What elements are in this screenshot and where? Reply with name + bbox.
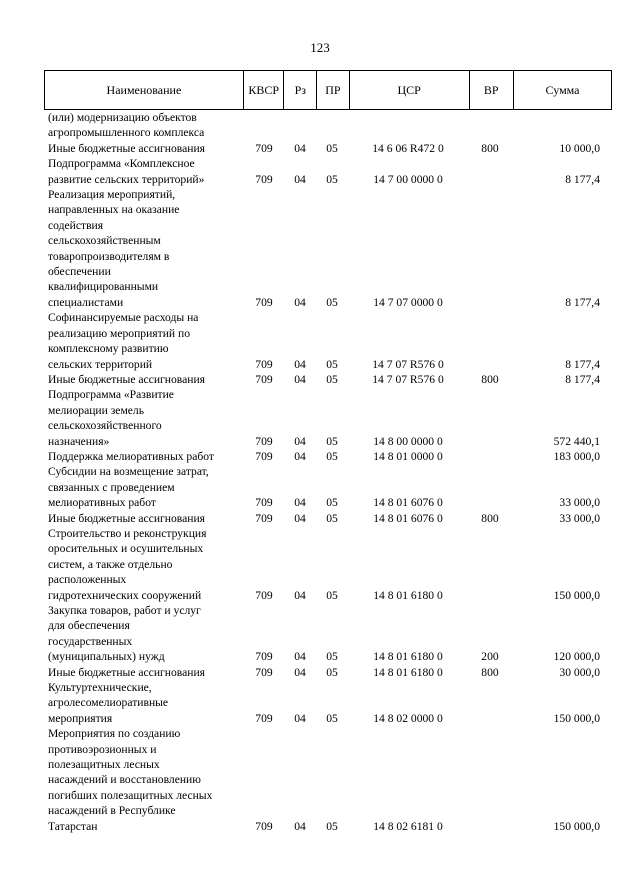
sum-cell bbox=[512, 665, 612, 680]
rz-cell bbox=[284, 310, 316, 372]
name-line: насаждений в Республике bbox=[48, 804, 176, 818]
name-line: комплексному развитию bbox=[48, 342, 169, 356]
vr-cell bbox=[468, 387, 512, 449]
sum-cell-value: 572 440,1 bbox=[553, 434, 600, 448]
sum-cell-value: 8 177,4 bbox=[565, 372, 600, 386]
csr-cell bbox=[348, 141, 468, 156]
name-line: сельскохозяйственным bbox=[48, 234, 161, 248]
name-line: Подпрограмма «Комплексное bbox=[48, 157, 195, 171]
name-line: мелиорации земель bbox=[48, 403, 145, 417]
kvsr-cell bbox=[244, 156, 284, 187]
rz-cell bbox=[284, 187, 316, 310]
table-row bbox=[44, 156, 612, 187]
kvsr-cell bbox=[244, 526, 284, 603]
pr-cell bbox=[316, 526, 348, 603]
csr-cell-value: 14 7 07 R576 0 bbox=[372, 357, 444, 371]
rz-cell bbox=[284, 603, 316, 665]
rz-cell bbox=[284, 680, 316, 726]
kvsr-cell-value: 709 bbox=[255, 357, 273, 371]
kvsr-cell bbox=[244, 511, 284, 526]
rz-cell bbox=[284, 110, 316, 141]
sum-cell bbox=[512, 726, 612, 834]
vr-cell bbox=[468, 310, 512, 372]
rz-cell-value: 04 bbox=[294, 511, 306, 525]
rz-cell-value: 04 bbox=[294, 496, 306, 510]
name-line: специалистами bbox=[48, 295, 124, 309]
table-row bbox=[44, 511, 612, 526]
pr-cell-value: 05 bbox=[326, 588, 338, 602]
name-line: Культуртехнические, bbox=[48, 681, 152, 695]
sum-cell bbox=[512, 511, 612, 526]
name-cell bbox=[44, 526, 244, 603]
name-cell bbox=[44, 449, 244, 464]
kvsr-cell bbox=[244, 372, 284, 387]
pr-cell-value: 05 bbox=[326, 665, 338, 679]
name-line: Подпрограмма «Развитие bbox=[48, 388, 174, 402]
csr-cell bbox=[348, 156, 468, 187]
name-cell bbox=[44, 665, 244, 680]
sum-cell-value: 30 000,0 bbox=[559, 665, 600, 679]
name-line: сельских территорий bbox=[48, 357, 153, 371]
pr-cell bbox=[316, 603, 348, 665]
csr-cell-value: 14 7 07 R576 0 bbox=[372, 372, 444, 386]
vr-cell bbox=[468, 449, 512, 464]
table-row bbox=[44, 464, 612, 510]
table-row bbox=[44, 187, 612, 310]
pr-cell-value: 05 bbox=[326, 141, 338, 155]
name-cell bbox=[44, 187, 244, 310]
name-line: связанных с проведением bbox=[48, 480, 175, 494]
csr-cell-value: 14 8 01 6180 0 bbox=[373, 650, 443, 664]
kvsr-cell bbox=[244, 141, 284, 156]
name-line: Софинансируемые расходы на bbox=[48, 311, 199, 325]
sum-cell-value: 33 000,0 bbox=[559, 496, 600, 510]
sum-cell-value: 150 000,0 bbox=[553, 819, 600, 833]
kvsr-cell bbox=[244, 187, 284, 310]
name-line: расположенных bbox=[48, 573, 127, 587]
vr-cell-value: 800 bbox=[481, 372, 499, 386]
name-line: насаждений и восстановлению bbox=[48, 773, 201, 787]
name-line: систем, а также отдельно bbox=[48, 557, 173, 571]
pr-cell bbox=[316, 449, 348, 464]
vr-cell bbox=[468, 156, 512, 187]
rz-cell-value: 04 bbox=[294, 434, 306, 448]
name-line: квалифицированными bbox=[48, 280, 159, 294]
vr-cell bbox=[468, 680, 512, 726]
vr-cell bbox=[468, 665, 512, 680]
vr-cell bbox=[468, 110, 512, 141]
name-line: Субсидии на возмещение затрат, bbox=[48, 465, 209, 479]
name-line: оросительных и осушительных bbox=[48, 542, 204, 556]
name-cell bbox=[44, 387, 244, 449]
pr-cell-value: 05 bbox=[326, 650, 338, 664]
name-line: Строительство и реконструкция bbox=[48, 526, 207, 540]
kvsr-cell bbox=[244, 449, 284, 464]
table-row bbox=[44, 372, 612, 387]
name-line: Реализация мероприятий, bbox=[48, 188, 176, 202]
header-csr: ЦСР bbox=[349, 71, 469, 109]
table-row bbox=[44, 603, 612, 665]
sum-cell-value: 10 000,0 bbox=[559, 141, 600, 155]
name-line: товаропроизводителям в bbox=[48, 249, 170, 263]
pr-cell-value: 05 bbox=[326, 449, 338, 463]
sum-cell-value: 120 000,0 bbox=[553, 650, 600, 664]
sum-cell-value: 150 000,0 bbox=[553, 588, 600, 602]
csr-cell bbox=[348, 603, 468, 665]
sum-cell bbox=[512, 141, 612, 156]
csr-cell bbox=[348, 665, 468, 680]
name-cell bbox=[44, 372, 244, 387]
vr-cell bbox=[468, 603, 512, 665]
rz-cell bbox=[284, 726, 316, 834]
name-cell bbox=[44, 511, 244, 526]
sum-cell-value: 8 177,4 bbox=[565, 357, 600, 371]
header-vr: ВР bbox=[469, 71, 514, 109]
vr-cell bbox=[468, 187, 512, 310]
kvsr-cell-value: 709 bbox=[255, 588, 273, 602]
name-cell bbox=[44, 156, 244, 187]
csr-cell bbox=[348, 187, 468, 310]
name-line: полезащитных лесных bbox=[48, 758, 160, 772]
rz-cell bbox=[284, 141, 316, 156]
csr-cell-value: 14 8 01 6180 0 bbox=[373, 588, 443, 602]
pr-cell bbox=[316, 141, 348, 156]
pr-cell bbox=[316, 464, 348, 510]
pr-cell bbox=[316, 310, 348, 372]
table-row bbox=[44, 680, 612, 726]
rz-cell-value: 04 bbox=[294, 172, 306, 186]
name-line: противоэрозионных и bbox=[48, 742, 157, 756]
rz-cell bbox=[284, 511, 316, 526]
pr-cell-value: 05 bbox=[326, 357, 338, 371]
name-line: мелиоративных работ bbox=[48, 496, 156, 510]
kvsr-cell-value: 709 bbox=[255, 650, 273, 664]
sum-cell-value: 8 177,4 bbox=[565, 295, 600, 309]
kvsr-cell-value: 709 bbox=[255, 295, 273, 309]
table-row bbox=[44, 526, 612, 603]
pr-cell bbox=[316, 387, 348, 449]
kvsr-cell-value: 709 bbox=[255, 665, 273, 679]
rz-cell-value: 04 bbox=[294, 141, 306, 155]
csr-cell bbox=[348, 726, 468, 834]
name-cell bbox=[44, 310, 244, 372]
csr-cell-value: 14 8 00 0000 0 bbox=[373, 434, 443, 448]
name-line: Поддержка мелиоративных работ bbox=[48, 449, 214, 463]
csr-cell bbox=[348, 511, 468, 526]
rz-cell bbox=[284, 156, 316, 187]
csr-cell bbox=[348, 372, 468, 387]
table-row bbox=[44, 141, 612, 156]
vr-cell bbox=[468, 726, 512, 834]
rz-cell bbox=[284, 449, 316, 464]
csr-cell bbox=[348, 449, 468, 464]
sum-cell bbox=[512, 387, 612, 449]
name-cell bbox=[44, 680, 244, 726]
vr-cell-value: 200 bbox=[481, 650, 499, 664]
rz-cell-value: 04 bbox=[294, 588, 306, 602]
kvsr-cell-value: 709 bbox=[255, 434, 273, 448]
pr-cell bbox=[316, 187, 348, 310]
header-sum: Сумма bbox=[513, 71, 612, 109]
table-row bbox=[44, 110, 612, 141]
pr-cell-value: 05 bbox=[326, 295, 338, 309]
vr-cell bbox=[468, 141, 512, 156]
name-line: для обеспечения bbox=[48, 619, 130, 633]
kvsr-cell bbox=[244, 726, 284, 834]
name-line: агролесомелиоративные bbox=[48, 696, 169, 710]
kvsr-cell bbox=[244, 464, 284, 510]
kvsr-cell-value: 709 bbox=[255, 496, 273, 510]
name-line: Мероприятия по созданию bbox=[48, 727, 181, 741]
rz-cell-value: 04 bbox=[294, 357, 306, 371]
kvsr-cell bbox=[244, 310, 284, 372]
csr-cell bbox=[348, 310, 468, 372]
name-line: Иные бюджетные ассигнования bbox=[48, 665, 205, 679]
sum-cell-value: 8 177,4 bbox=[565, 172, 600, 186]
table-row bbox=[44, 449, 612, 464]
csr-cell bbox=[348, 680, 468, 726]
csr-cell-value: 14 6 06 R472 0 bbox=[372, 141, 444, 155]
kvsr-cell bbox=[244, 110, 284, 141]
kvsr-cell-value: 709 bbox=[255, 511, 273, 525]
rz-cell bbox=[284, 387, 316, 449]
name-line: погибших полезащитных лесных bbox=[48, 788, 213, 802]
sum-cell-value: 33 000,0 bbox=[559, 511, 600, 525]
name-line: агропромышленного комплекса bbox=[48, 126, 205, 140]
name-line: Татарстан bbox=[48, 819, 98, 833]
name-line: развитие сельских территорий» bbox=[48, 172, 205, 186]
kvsr-cell-value: 709 bbox=[255, 141, 273, 155]
name-line: обеспечении bbox=[48, 265, 111, 279]
csr-cell bbox=[348, 110, 468, 141]
table-row bbox=[44, 387, 612, 449]
pr-cell-value: 05 bbox=[326, 511, 338, 525]
pr-cell bbox=[316, 110, 348, 141]
rz-cell bbox=[284, 665, 316, 680]
sum-cell bbox=[512, 680, 612, 726]
name-cell bbox=[44, 464, 244, 510]
pr-cell bbox=[316, 680, 348, 726]
sum-cell bbox=[512, 110, 612, 141]
sum-cell bbox=[512, 187, 612, 310]
pr-cell-value: 05 bbox=[326, 819, 338, 833]
table-header bbox=[44, 70, 612, 110]
pr-cell bbox=[316, 511, 348, 526]
kvsr-cell bbox=[244, 680, 284, 726]
name-line: (муниципальных) нужд bbox=[48, 650, 165, 664]
name-line: Иные бюджетные ассигнования bbox=[48, 372, 205, 386]
vr-cell bbox=[468, 372, 512, 387]
name-line: (или) модернизацию объектов bbox=[48, 111, 197, 124]
name-line: государственных bbox=[48, 634, 133, 648]
table-row bbox=[44, 310, 612, 372]
csr-cell-value: 14 8 01 0000 0 bbox=[373, 449, 443, 463]
csr-cell-value: 14 8 02 6181 0 bbox=[373, 819, 443, 833]
pr-cell-value: 05 bbox=[326, 172, 338, 186]
name-cell bbox=[44, 110, 244, 141]
table-row bbox=[44, 665, 612, 680]
rz-cell-value: 04 bbox=[294, 449, 306, 463]
name-line: Иные бюджетные ассигнования bbox=[48, 511, 205, 525]
sum-cell bbox=[512, 156, 612, 187]
vr-cell-value: 800 bbox=[481, 665, 499, 679]
vr-cell bbox=[468, 511, 512, 526]
sum-cell-value: 183 000,0 bbox=[553, 449, 600, 463]
kvsr-cell-value: 709 bbox=[255, 449, 273, 463]
rz-cell-value: 04 bbox=[294, 819, 306, 833]
header-pr: ПР bbox=[316, 71, 349, 109]
header-kvsr: КВСР bbox=[243, 71, 284, 109]
csr-cell-value: 14 8 02 0000 0 bbox=[373, 711, 443, 725]
name-line: мероприятия bbox=[48, 711, 113, 725]
csr-cell-value: 14 8 01 6076 0 bbox=[373, 511, 443, 525]
kvsr-cell-value: 709 bbox=[255, 372, 273, 386]
rz-cell-value: 04 bbox=[294, 650, 306, 664]
name-line: гидротехнических сооружений bbox=[48, 588, 202, 602]
table-row bbox=[44, 726, 612, 834]
pr-cell-value: 05 bbox=[326, 496, 338, 510]
rz-cell-value: 04 bbox=[294, 665, 306, 679]
csr-cell bbox=[348, 464, 468, 510]
name-line: содействия bbox=[48, 218, 104, 232]
name-cell bbox=[44, 726, 244, 834]
csr-cell-value: 14 7 07 0000 0 bbox=[373, 295, 443, 309]
header-name: Наименование bbox=[44, 71, 243, 109]
pr-cell bbox=[316, 156, 348, 187]
name-line: направленных на оказание bbox=[48, 203, 180, 217]
pr-cell bbox=[316, 665, 348, 680]
name-line: Закупка товаров, работ и услуг bbox=[48, 604, 201, 617]
csr-cell bbox=[348, 526, 468, 603]
pr-cell-value: 05 bbox=[326, 372, 338, 386]
kvsr-cell-value: 709 bbox=[255, 711, 273, 725]
table-body bbox=[44, 110, 612, 834]
sum-cell bbox=[512, 372, 612, 387]
sum-cell bbox=[512, 526, 612, 603]
vr-cell-value: 800 bbox=[481, 141, 499, 155]
rz-cell-value: 04 bbox=[294, 295, 306, 309]
sum-cell bbox=[512, 449, 612, 464]
page-number: 123 bbox=[310, 40, 330, 55]
sum-cell-value: 150 000,0 bbox=[553, 711, 600, 725]
vr-cell bbox=[468, 526, 512, 603]
header-rz: Рз bbox=[283, 71, 316, 109]
kvsr-cell-value: 709 bbox=[255, 172, 273, 186]
pr-cell-value: 05 bbox=[326, 434, 338, 448]
rz-cell bbox=[284, 526, 316, 603]
kvsr-cell bbox=[244, 603, 284, 665]
rz-cell bbox=[284, 464, 316, 510]
csr-cell-value: 14 8 01 6076 0 bbox=[373, 496, 443, 510]
sum-cell bbox=[512, 310, 612, 372]
name-line: реализацию мероприятий по bbox=[48, 326, 191, 340]
name-line: сельскохозяйственного bbox=[48, 419, 162, 433]
pr-cell-value: 05 bbox=[326, 711, 338, 725]
kvsr-cell bbox=[244, 665, 284, 680]
csr-cell-value: 14 7 00 0000 0 bbox=[373, 172, 443, 186]
kvsr-cell bbox=[244, 387, 284, 449]
csr-cell-value: 14 8 01 6180 0 bbox=[373, 665, 443, 679]
rz-cell-value: 04 bbox=[294, 372, 306, 386]
rz-cell bbox=[284, 372, 316, 387]
name-line: назначения» bbox=[48, 434, 110, 448]
csr-cell bbox=[348, 387, 468, 449]
name-cell bbox=[44, 603, 244, 665]
kvsr-cell-value: 709 bbox=[255, 819, 273, 833]
name-line: Иные бюджетные ассигнования bbox=[48, 141, 205, 155]
vr-cell-value: 800 bbox=[481, 511, 499, 525]
pr-cell bbox=[316, 372, 348, 387]
sum-cell bbox=[512, 603, 612, 665]
sum-cell bbox=[512, 464, 612, 510]
name-cell bbox=[44, 141, 244, 156]
rz-cell-value: 04 bbox=[294, 711, 306, 725]
pr-cell bbox=[316, 726, 348, 834]
vr-cell bbox=[468, 464, 512, 510]
